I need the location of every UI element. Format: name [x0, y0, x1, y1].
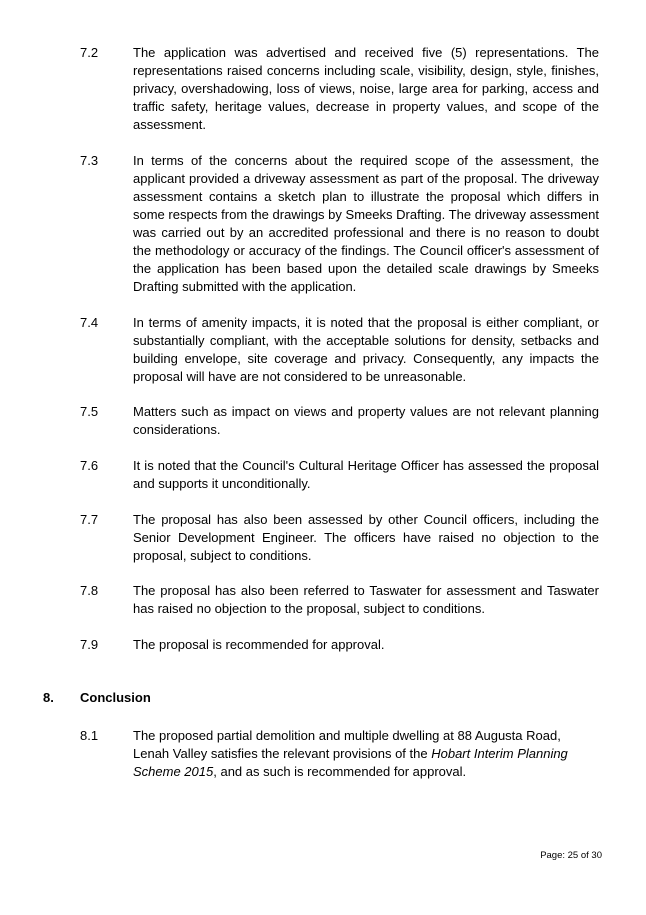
- paragraph-text: [133, 727, 599, 781]
- paragraph-text: The proposal has also been assessed by other Council officers, including the Senior Development Engineer. The officers have raised no objection to the proposal, subject to conditions.: [133, 512, 599, 563]
- paragraph-number: 7.4: [80, 315, 99, 330]
- paragraph-number: 8.1: [80, 728, 99, 743]
- conclusion-text-start: The proposed partial demolition and multiple dwelling at 88 Augusta Road, Lenah Valley satisfies the relevant provisions of the: [133, 728, 561, 761]
- paragraph-text: In terms of the concerns about the required scope of the assessment, the applicant provided a driveway assessment as part of the proposal. The driveway assessment contains a sketch plan to illustrate the proposal which differs in some respects from the drawings by Smeeks Drafting. The driveway assessment was carried out by an accredited professional and there is no reason to doubt the methodology or accuracy of the findings. The Council officer's assessment of the application has been based upon the detailed scale drawings by Smeeks Drafting submitted with the application.: [133, 153, 599, 294]
- paragraph-text: The application was advertised and received five (5) representations. The representations raised concerns including scale, visibility, design, style, finishes, privacy, overshadowing, loss of views, noise, large area for parking, access and traffic safety, heritage values, decrease in property values, and scope of the assessment.: [133, 45, 599, 132]
- paragraph-text: It is noted that the Council's Cultural Heritage Officer has assessed the proposal and supports it unconditionally.: [133, 458, 599, 491]
- paragraph-number: 7.8: [80, 583, 99, 598]
- page-number: Page: 25 of 30: [540, 850, 602, 861]
- section-number: 8.: [43, 690, 54, 705]
- paragraph-number: 7.3: [80, 153, 99, 168]
- paragraph-number: 7.7: [80, 512, 99, 527]
- paragraph-number: 7.5: [80, 404, 99, 419]
- planning-scheme-title: Hobart Interim Planning Scheme 2015: [133, 746, 568, 779]
- paragraph-text: The proposal is recommended for approval.: [133, 637, 385, 652]
- paragraph-number: 7.6: [80, 458, 99, 473]
- paragraph-text: Matters such as impact on views and property values are not relevant planning considerations.: [133, 404, 599, 437]
- section-title: Conclusion: [80, 690, 151, 705]
- paragraph-text: In terms of amenity impacts, it is noted that the proposal is either compliant, or substantially compliant, with the acceptable solutions for density, setbacks and building envelope, site coverage and privacy. Consequently, any impacts the proposal will have are not considered to be unreasonable.: [133, 315, 599, 384]
- conclusion-text-end: , and as such is recommended for approval.: [213, 764, 467, 779]
- paragraph-text: The proposal has also been referred to Taswater for assessment and Taswater has raised no objection to the proposal, subject to conditions.: [133, 583, 599, 616]
- paragraph-number: 7.2: [80, 45, 99, 60]
- paragraph-number: 7.9: [80, 637, 99, 652]
